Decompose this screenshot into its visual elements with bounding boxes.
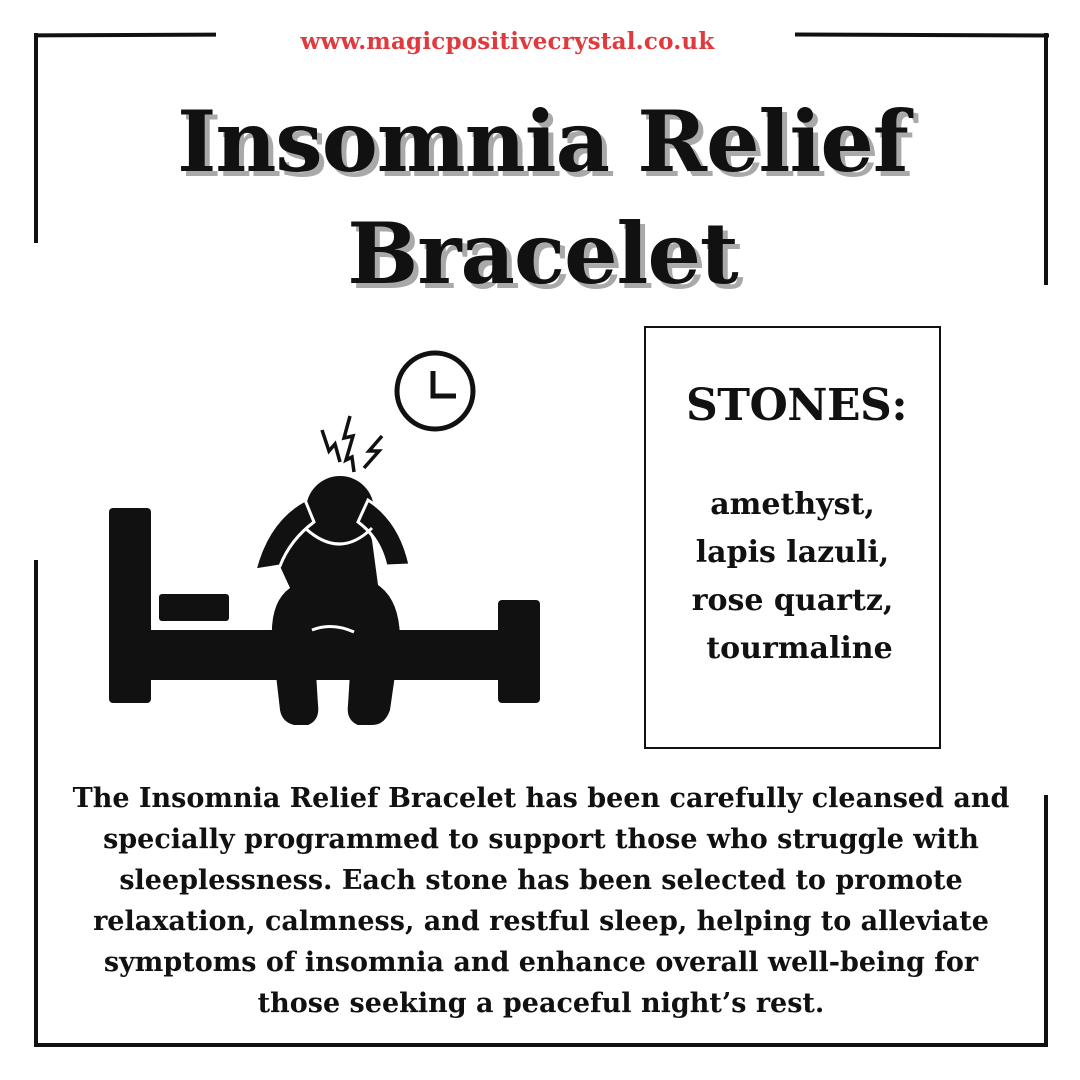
stones-list (644, 481, 941, 673)
frame-left-bottom (34, 560, 38, 1047)
stress-lines-icon (322, 416, 382, 472)
stones-heading: STONES: (685, 380, 908, 431)
frame-bottom (34, 1043, 1048, 1047)
title-line-2: Bracelet (347, 204, 738, 303)
stone-item: tourmaline (706, 631, 893, 666)
clock-icon (397, 353, 473, 429)
frame-right-bottom (1044, 795, 1048, 1047)
stones-heading-wrap (646, 380, 939, 431)
description-text: The Insomnia Relief Bracelet has been carefully cleansed and specially programmed to support those who struggle with sleeplessness. Each stone has been selected to promote relaxation, calmness, and restful sleep, helping to alleviate symptoms of insomnia and enhance overall well-being for those seeking a peaceful night’s rest. (72, 783, 1010, 1019)
page-title (40, 86, 1045, 310)
frame-left-top (34, 33, 38, 243)
insomnia-person-on-bed-icon (100, 340, 550, 740)
website-url[interactable]: www.magicpositivecrystal.co.uk (300, 28, 715, 55)
stone-item: lapis lazuli, (695, 535, 890, 570)
stone-item: amethyst, (710, 487, 875, 522)
stone-item: rose quartz, (691, 583, 894, 618)
title-line-1: Insomnia Relief (177, 92, 908, 191)
